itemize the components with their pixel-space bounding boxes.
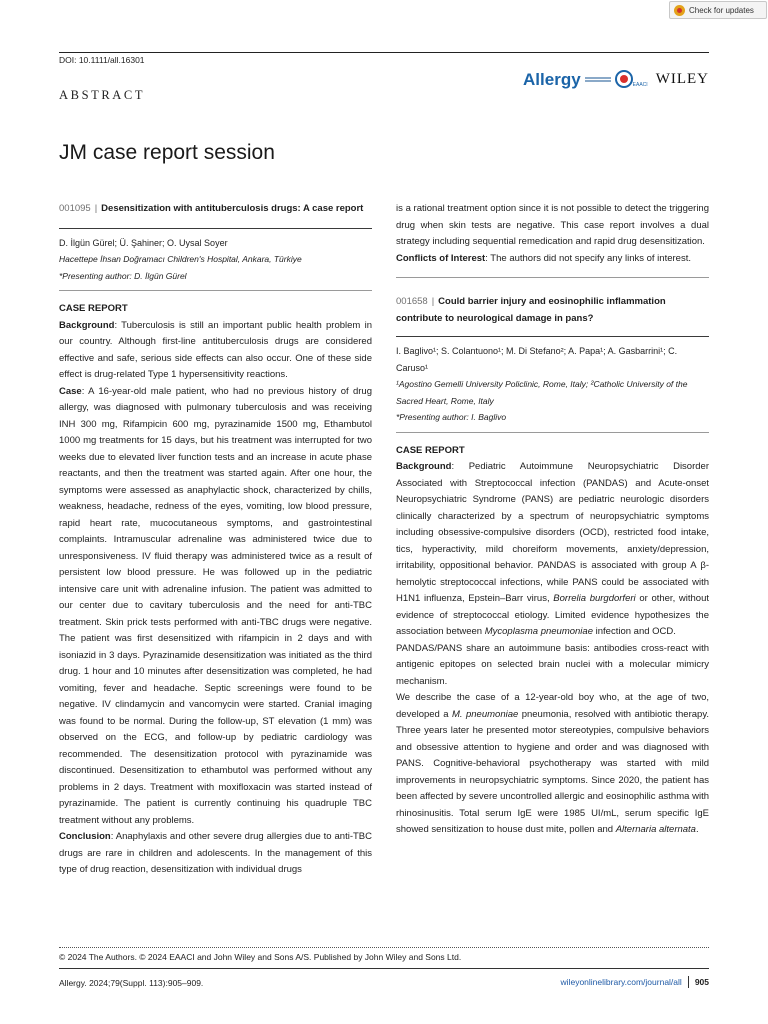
article-2-section-title: CASE REPORT (396, 444, 465, 456)
footer-rule (59, 968, 709, 969)
footer-right (561, 976, 709, 988)
article-1-id: 001095 (59, 203, 91, 214)
copyright: © 2024 The Authors. © 2024 EAACI and John Wiley and Sons A/S. Published by John Wiley and Sons Ltd. (59, 952, 462, 962)
article-1-presenting-author: *Presenting author: D. İlgün Gürel (59, 270, 187, 281)
article-2-author-rule (396, 432, 709, 433)
society-name: EAACI (632, 82, 648, 88)
header-rule (59, 52, 709, 53)
citation: Allergy. 2024;79(Suppl. 113):905–909. (59, 978, 204, 988)
article-2-background: Background: Pediatric Autoimmune Neuropsychiatric Disorder Associated with Streptococcal infection (PANDAS) and Acute-onset Neuropsychiatric Syndrome (PANS) are pediatric neurologic disorders clinically characterized by a spectrum of neuropsychiatric symptoms including obsessive-compulsive disorders (OCD), restricted food intake, tics, hyperactivity, mild choreiform movements, anxiety/depression, irritability, oppositional behavior. PANDAS is associated with group A β-hemolytic streptococcal infections, while PANS could be associated with H1N1 influenza, Epstein–Barr virus, Borrelia burgdorferi or other, without evidence of streptococcal etiology. Limited evidence hypothesizes the association between Mycoplasma pneumoniae infection and OCD. (396, 461, 709, 637)
article-2-presenting-author: *Presenting author: I. Baglivo (396, 412, 507, 422)
article-2-heading: 001658 | Could barrier injury and eosinophilic inflammation contribute to neurological damage in pans? (396, 296, 666, 324)
article-1-affiliation: Hacettepe İhsan Doğramacı Children's Hospital, Ankara, Türkiye (59, 254, 302, 264)
article-2-paragraph-3: We describe the case of a 12-year-old boy who, at the age of two, developed a M. pneumoniae pneumonia, resolved with antibiotic therapy. Three years later he presented motor stereotypies, compulsive behaviors and obsessive attention to hygiene and order and was diagnosed with PANS. Cognitive-behavioral psychotherapy was started with mild improvements in neuropsychiatric symptoms. Since 2020, the patient has been affected by severe uncontrolled allergic and eosinophilic asthma with rhinosinusitis. Total serum IgE were 1985 UI/mL, serum specific IgE showed sensitization to house dust mite, pollen and Alternaria alternata. (396, 692, 709, 835)
publisher-logo: WILEY (655, 70, 709, 87)
left-column (59, 199, 372, 879)
eaaci-logo-icon (615, 70, 633, 88)
section-label: ABSTRACT (59, 88, 146, 102)
journal-name: Allergy (523, 69, 581, 89)
footer-dotted-rule (59, 947, 709, 948)
article-2-id: 001658 (396, 296, 428, 307)
article-2-title-rule (396, 336, 709, 337)
article-1-title: Desensitization with antituberculosis drugs: A case report (101, 203, 364, 214)
article-divider (396, 277, 709, 278)
article-2-affiliation: ¹Agostino Gemelli University Policlinic, Rome, Italy; ²Catholic University of the Sacred Heart, Rome, Italy (396, 379, 688, 406)
page-title: JM case report session (59, 141, 275, 164)
article-1-author-rule (59, 290, 372, 291)
page-number: 905 (694, 977, 709, 987)
article-1-background: Background: Tuberculosis is still an important public health problem in our country. Although first-line antituberculosis drugs are considered effective and safe, serious side effects can also occur. One of these side effect is drug-related Type 1 hypersensitivity reactions. (59, 319, 372, 380)
allergy-logo (523, 70, 648, 88)
journal-logo (523, 70, 709, 88)
check-for-updates-label: Check for updates (689, 5, 754, 15)
article-1-section-title: CASE REPORT (59, 303, 128, 314)
footer-separator (688, 976, 689, 988)
article-1-case: Case: A 16-year-old male patient, who had no previous history of drug allergy, was diagnosed with pulmonary tuberculosis and was receiving INH 300 mg, Rifampicin 600 mg, pyrazinamide 1500 mg, Ethambutol 1000 mg treatments for 15 days, but his treatment was interrupted for two weeks due to elevated liver function tests and an increase in acute phase reactants, and then the treatment was started again. After one hour, the symptoms were assessed as anaphylactic shock, characterized by chills, weakness, headache, redness of the eyes, vomiting, low blood pressure, rapid heart rate, mucocutaneous symptoms, and gastrointestinal complaints. Intramuscular adrenaline was administered twice due to unresponsiveness. IV fluid therapy was administered twice as a result of persistent low blood pressure. He was followed up in the pediatric intensive care unit with adrenaline infusion. The patient was admitted to our center due to cavitary tuberculosis and the need for anti-TBC treatment. Skin prick tests performed with anti-TBC drugs were negative. The patient was first desensitized with rifampicin in 2 days and with isoniazid in 3 days. Pyrazinamide desensitization was initiated as the third drug. 1 hour and 10 minutes after desensitization was completed, he had vomiting, fever and headache. Septic screenings were found to be negative. IV clindamycin and vancomycin were started. Cranial imaging was found to be normal. During the follow-up, ST elevation (1 mm) was observed on the ECG, and follow-up by pediatric cardiology was recommended. The desensitization protocol with pyrazinamide was discontinued. Desensitization to ethambutol was performed without any problems in 2 days. Treatment with moxifloxacin was started instead of pyrazinamide. The patient is currently continuing his quadruple TBC treatment without any problems. (59, 385, 372, 826)
article-1-heading: 001095 | Desensitization with antituberculosis drugs: A case report (59, 203, 364, 214)
article-1-conclusion-continued: is a rational treatment option since it is not possible to detect the triggering drug when skin tests are negative. This case report involves a dual strategy including sequential remedication and rapid drug desensitization. (396, 203, 709, 247)
article-1-conclusion: Conclusion: Anaphylaxis and other severe drug allergies due to anti-TBC drugs are rare in children and adolescents. In the management of this type of drug reaction, desensitization with individual drugs (59, 831, 372, 875)
check-for-updates-button[interactable] (669, 1, 767, 19)
journal-link[interactable]: wileyonlinelibrary.com/journal/all (560, 977, 682, 987)
article-1-conflicts: Conflicts of Interest: The authors did not specify any links of interest. (396, 252, 691, 264)
right-column (396, 201, 709, 839)
article-2-title: Could barrier injury and eosinophilic inflammation contribute to neurological damage in pans? (396, 296, 666, 324)
crossmark-icon (674, 5, 685, 16)
article-1-title-rule (59, 228, 372, 229)
article-1-authors: D. İlgün Gürel; Ü. Şahiner; O. Uysal Soyer (59, 237, 228, 248)
journal-subtitle-lines (585, 77, 611, 82)
article-2-paragraph-2: PANDAS/PANS share an autoimmune basis: antibodies cross-react with antigenic epitopes on selected brain nuclei with a molecular mimicry mechanism. (396, 642, 709, 687)
article-2-authors: I. Baglivo¹; S. Colantuono¹; M. Di Stefano²; A. Papa¹; A. Gasbarrini¹; C. Caruso¹ (396, 346, 678, 373)
doi: DOI: 10.1111/all.16301 (59, 55, 145, 65)
